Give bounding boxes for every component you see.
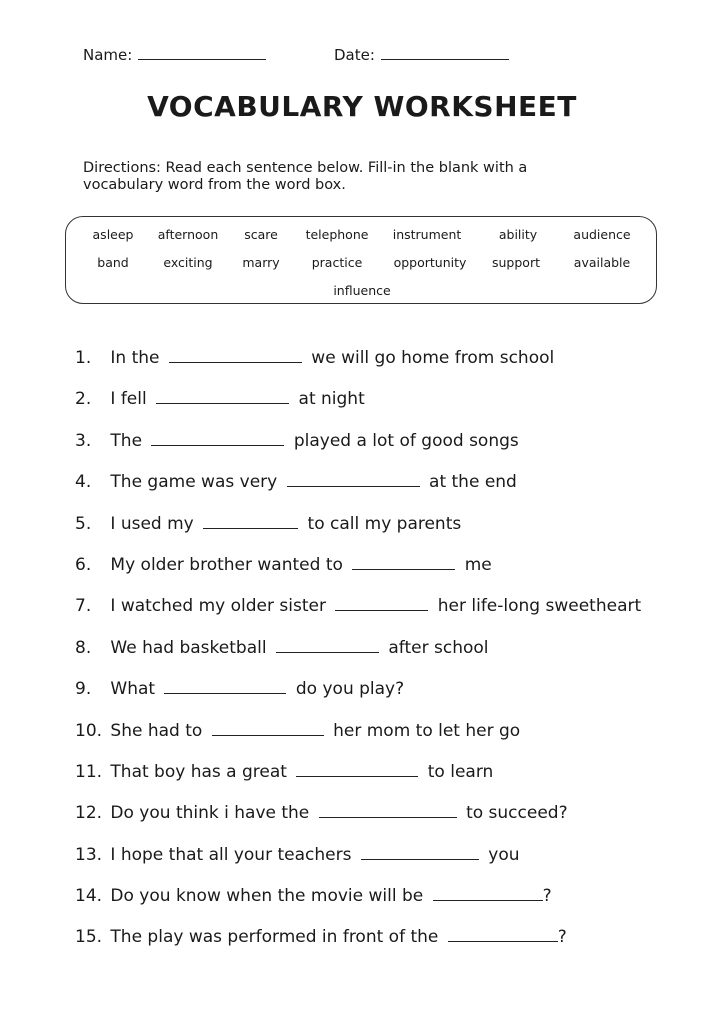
question-text-before: What	[110, 679, 161, 700]
answer-blank[interactable]	[212, 734, 324, 736]
question-text-before: She had to	[110, 720, 208, 741]
question-text-before: We had basketball	[110, 637, 272, 658]
answer-blank[interactable]	[151, 444, 284, 446]
question-text-before: The play was performed in front of the	[110, 927, 444, 948]
word-box-word: afternoon	[157, 227, 219, 242]
question-text-before: The	[110, 430, 148, 451]
question-text-before: I hope that all your teachers	[110, 844, 357, 865]
answer-blank[interactable]	[203, 527, 298, 529]
question-item	[75, 346, 715, 387]
answer-blank[interactable]	[433, 899, 543, 901]
question-text-after: ?	[557, 927, 567, 948]
date-label: Date:	[334, 46, 375, 64]
word-box-word: opportunity	[393, 255, 467, 270]
question-text-after: to learn	[422, 761, 494, 782]
answer-blank[interactable]	[164, 692, 286, 694]
question-item	[75, 677, 715, 718]
word-box-word: ability	[498, 227, 538, 242]
question-text-before: The game was very	[110, 472, 283, 493]
question-text-after: to call my parents	[302, 513, 462, 534]
question-number: 10.	[75, 720, 103, 741]
question-text-before: Do you know when the movie will be	[110, 886, 429, 907]
question-number: 5.	[75, 513, 92, 534]
word-box-word: scare	[244, 227, 278, 242]
question-number: 4.	[75, 472, 92, 493]
answer-blank[interactable]	[296, 775, 418, 777]
question-number: 8.	[75, 637, 92, 658]
word-box-word: band	[97, 255, 129, 270]
question-list	[75, 346, 715, 967]
question-item	[75, 760, 715, 801]
answer-blank[interactable]	[352, 568, 455, 570]
answer-blank[interactable]	[361, 858, 479, 860]
word-box-word: asleep	[92, 227, 134, 242]
date-blank[interactable]	[381, 58, 509, 60]
question-item	[75, 512, 715, 553]
name-blank[interactable]	[138, 58, 266, 60]
question-text-after: you	[482, 844, 520, 865]
question-number: 15.	[75, 927, 103, 948]
question-text-before: Do you think i have the	[110, 803, 315, 824]
question-item	[75, 636, 715, 677]
worksheet-title: VOCABULARY WORKSHEET	[147, 90, 577, 123]
date-field[interactable]	[334, 46, 509, 64]
question-text-after: me	[459, 554, 492, 575]
question-item	[75, 843, 715, 884]
word-box-word: marry	[242, 255, 280, 270]
answer-blank[interactable]	[319, 816, 457, 818]
question-text-before: My older brother wanted to	[110, 554, 349, 575]
word-box-word: instrument	[392, 227, 462, 242]
question-text-before: I used my	[110, 513, 200, 534]
question-text-after: her life-long sweetheart	[432, 596, 642, 617]
question-text-after: her mom to let her go	[327, 720, 521, 741]
word-box-word: audience	[573, 227, 631, 242]
word-box-word: exciting	[163, 255, 213, 270]
question-number: 3.	[75, 430, 92, 451]
name-label: Name:	[83, 46, 133, 64]
question-item	[75, 925, 715, 966]
question-item	[75, 553, 715, 594]
question-number: 11.	[75, 761, 103, 782]
question-item	[75, 594, 715, 635]
question-number: 1.	[75, 348, 92, 368]
question-item	[75, 429, 715, 470]
question-item	[75, 470, 715, 511]
question-item	[75, 801, 715, 842]
question-text-before: I watched my older sister	[110, 596, 332, 617]
question-number: 7.	[75, 596, 92, 617]
name-field[interactable]	[83, 46, 266, 64]
question-text-after: at night	[293, 389, 365, 410]
question-number: 6.	[75, 554, 92, 575]
answer-blank[interactable]	[335, 609, 428, 611]
question-text-after: ?	[542, 886, 552, 907]
question-item	[75, 719, 715, 760]
word-box-word: telephone	[305, 227, 369, 242]
answer-blank[interactable]	[287, 485, 420, 487]
question-number: 9.	[75, 679, 92, 700]
answer-blank[interactable]	[156, 402, 289, 404]
word-box	[65, 216, 657, 304]
question-number: 12.	[75, 803, 103, 824]
question-text-after: after school	[382, 637, 489, 658]
word-box-word: influence	[333, 283, 391, 298]
word-box-word: available	[573, 255, 631, 270]
question-number: 14.	[75, 886, 103, 907]
question-number: 13.	[75, 844, 103, 865]
question-text-after: to succeed?	[460, 803, 568, 824]
answer-blank[interactable]	[169, 361, 302, 363]
directions-text: Directions: Read each sentence below. Fill-in the blank with a vocabulary word from the word box.	[83, 160, 528, 193]
answer-blank[interactable]	[448, 940, 558, 942]
answer-blank[interactable]	[276, 651, 379, 653]
word-box-word: support	[492, 255, 540, 270]
question-text-before: I fell	[110, 389, 153, 410]
question-text-before: That boy has a great	[110, 761, 293, 782]
question-item	[75, 884, 715, 925]
question-text-after: at the end	[423, 472, 517, 493]
question-text-after: do you play?	[290, 679, 405, 700]
question-text-after: we will go home from school	[305, 348, 555, 368]
question-text-after: played a lot of good songs	[288, 430, 519, 451]
question-number: 2.	[75, 389, 92, 410]
question-text-before: In the	[110, 348, 165, 368]
word-box-word: practice	[311, 255, 363, 270]
question-item	[75, 387, 715, 428]
